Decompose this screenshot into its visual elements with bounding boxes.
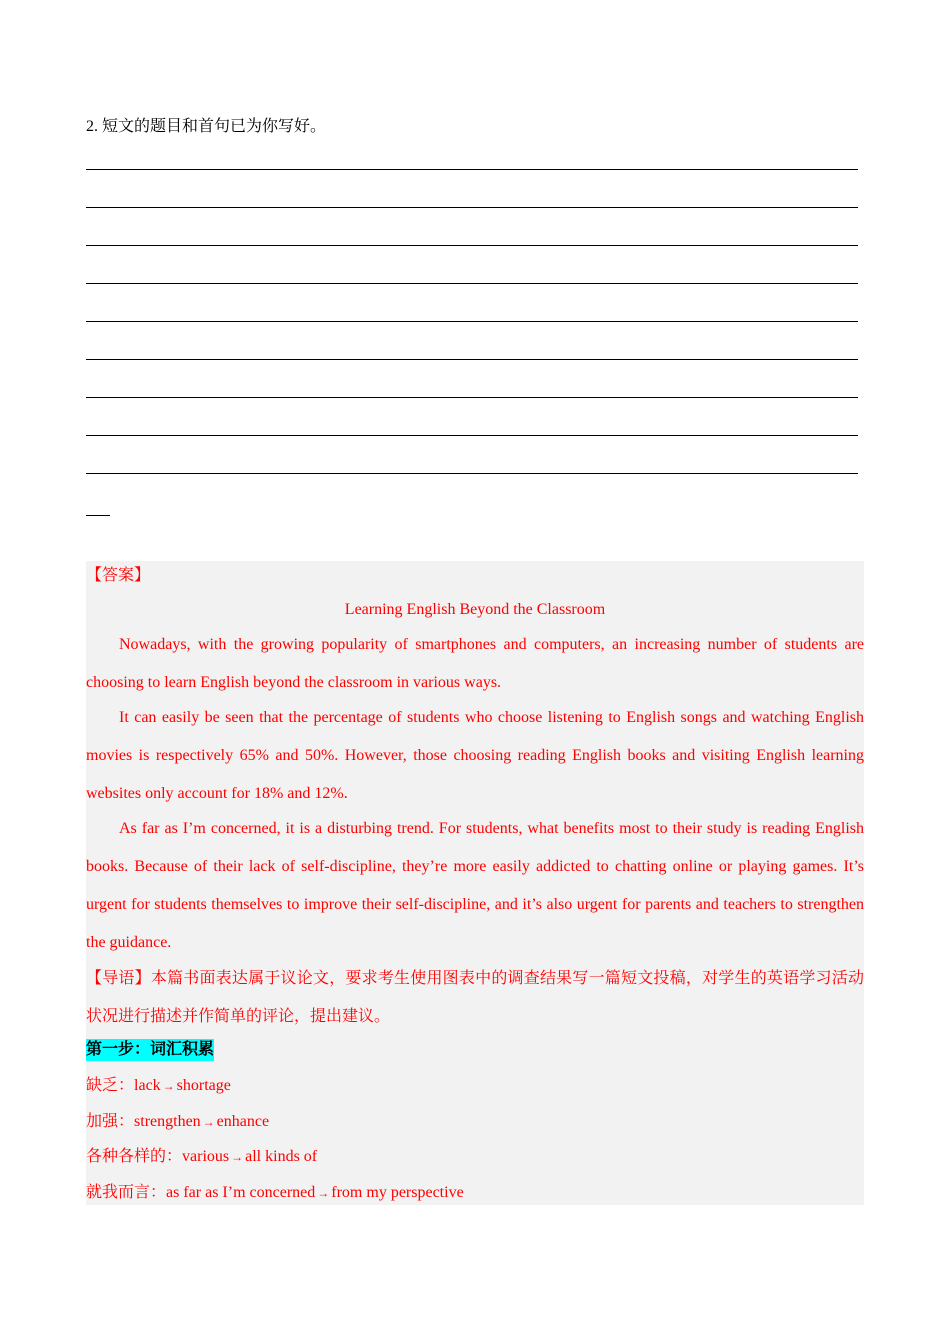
arrow-right-icon: →: [162, 1079, 175, 1093]
vocab-cn: 各种各样的：: [86, 1148, 183, 1165]
vocab-cn: 缺乏：: [86, 1077, 135, 1094]
vocab-item: [86, 1111, 269, 1133]
vocab-item: [86, 1146, 317, 1168]
vocab-from: strengthen: [134, 1113, 201, 1130]
writing-line: [86, 340, 858, 360]
vocab-from: lack: [134, 1077, 161, 1094]
vocab-from: various: [182, 1148, 230, 1165]
writing-line: [86, 226, 858, 246]
essay-paragraph-3: As far as I’m concerned, it is a disturbing trend. For students, what benefits most to their study is reading English books. Because of their lack of self-discipline, they’re more easily addicted to chatting online or playing games. It’s urgent for students themselves to improve their self-discipline, and it’s also urgent for parents and teachers to strengthen the guidance.: [86, 820, 864, 951]
answer-label: 【答案】: [86, 567, 151, 584]
arrow-right-icon: →: [317, 1186, 330, 1200]
guide-label: 【导语】: [86, 970, 151, 987]
vocab-to: all kinds of: [245, 1148, 318, 1165]
vocab-cn: 加强：: [86, 1113, 135, 1130]
arrow-right-icon: →: [202, 1115, 215, 1129]
writing-line: [86, 416, 858, 436]
arrow-right-icon: →: [231, 1150, 244, 1164]
writing-line-stub: [86, 496, 110, 516]
vocab-item: [86, 1182, 464, 1204]
vocab-to: shortage: [176, 1077, 231, 1094]
essay-title: Learning English Beyond the Classroom: [344, 601, 606, 618]
guide-paragraph: [86, 960, 864, 1036]
vocab-item: [86, 1075, 231, 1097]
writing-line: [86, 454, 858, 474]
instruction: 2. 短文的题目和首句已为你写好。: [86, 118, 327, 135]
writing-line: [86, 188, 858, 208]
essay-paragraph-2: It can easily be seen that the percentage of students who choose listening to English songs and watching English movies is respectively 65% and 50%. However, those choosing reading English books and visiting English learning websites only account for 18% and 12%.: [86, 709, 864, 802]
guide-text: 本篇书面表达属于议论文，要求考生使用图表中的调查结果写一篇短文投稿，对学生的英语学习活动状况进行描述并作简单的评论，提出建议。: [86, 970, 864, 1025]
essay-paragraph-1: Nowadays, with the growing popularity of smartphones and computers, an increasing number of students are choosing to learn English beyond the classroom in various ways.: [86, 636, 864, 691]
vocab-cn: 就我而言：: [86, 1184, 167, 1201]
vocab-to: enhance: [216, 1113, 270, 1130]
vocab-from: as far as I’m concerned: [166, 1184, 316, 1201]
writing-line: [86, 378, 858, 398]
writing-lines: [86, 150, 858, 492]
writing-line: [86, 264, 858, 284]
vocab-to: from my perspective: [331, 1184, 464, 1201]
writing-line: [86, 150, 858, 170]
step1-heading: 第一步：词汇积累: [86, 1039, 214, 1061]
writing-line: [86, 302, 858, 322]
answer-section: [86, 561, 864, 1205]
